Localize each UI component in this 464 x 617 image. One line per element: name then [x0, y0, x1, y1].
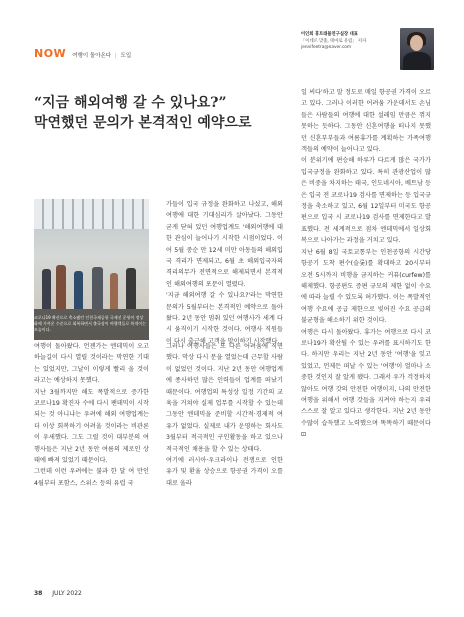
body-column-3	[301, 87, 431, 441]
author-photo	[400, 28, 434, 70]
article-title	[34, 93, 251, 133]
paragraph: 여기에 러시아·우크라이나 전쟁으로 인한 유가 및 환율 상승으로 항공권 가격이 오를 대로 올라	[166, 457, 283, 487]
paragraph: 그러나 여행사들은 또 다른 어려움에 직면했다. 막상 다시 문을 열었는데 근무할 사람이 없었던 것이다. 지난 2년 동안 여행업계에 종사하던 많은 인력들이 업계를 떠났기 때문이다. 여행업의 특성상 일정 기간의 교육을 거쳐야 실제 업무를 시작할 수 있는데 그동안 엔데믹을 준비할 시간적·경제적 여유가 없었다. 실제로 내가 운영하는 회사도 3월부터 적극적인 구인활동을 하고 있으나 적극적인 채용을 할 수 있는 상태다.	[166, 343, 283, 453]
section-header	[34, 47, 131, 60]
title-line-1: “지금 해외여행 갈 수 있나요?”	[34, 95, 227, 111]
paragraph: 이 분위기에 편승해 하루가 다르게 많은 국가가 입국규정을 완화하고 있다. 특히 관광산업이 많은 비중을 차지하는 태국, 인도네시아, 베트남 등은 입국 전 코로나19 검사를 면제하는 등 입국규정을 축소하고 있고, 6월 12일부터 미국도 항공편으로 입국 시 코로나19 검사를 면제한다고 발표했다. 전 세계적으로 점차 엔데믹에서 일상회복으로 나아가는 과정을 거치고 있다.	[301, 157, 431, 245]
author-info	[301, 32, 366, 52]
body-column-2	[166, 199, 283, 347]
paragraph: 일 씨다'하고 말 정도로 매일 항공권 가격이 오르고 있다. 그러나 이러한 어려움 가운데서도 손님들은 사람들의 여행에 대한 설레임 만큼은 꺾지 못하는 듯하다. 그동안 신혼여행을 떠나지 못했던 신혼부부들과 여름휴가를 계획하는 가족여행객들의 예약이 늘어나고 있다.	[301, 89, 431, 154]
paragraph: 여행이 돌아왔다. 언젠가는 엔데믹이 오고 하늘길이 다시 열릴 것이라는 막연한 기대는 있었지만, 그날이 이렇게 빨리 올 것이라고는 예상하지 못했다.	[34, 343, 149, 385]
paragraph: '지금 해외여행 갈 수 있나요?'라는 막연한 문의가 5월부터는 본격적인 예약으로 돌아왔다. 2년 동안 멈춰 있던 여행사가 세계 다시 움직이기 시작한 것이다. 여행사 직원들이 다시 출근해 고객을 맞이하기 시작했다.	[166, 292, 283, 345]
author-credit: 「이데르 맞춤, 테마로 유럽」 저자	[301, 38, 367, 44]
author-email: jennifeetra@naver.com	[301, 45, 352, 50]
paragraph: 지난 3월까지만 해도 폭발적으로 증가한 코로나19 확진자 수에 다시 팬데믹이 시작되는 것 아니냐는 우려에 해외 여행업계는 더 이상 회복하기 어려울 것이라는 비관론이 우세했다. 그도 그럴 것이 대부분의 여행사들은 지난 2년 동안 여름의 제로인 상태에 빠져 있었기 때문이다.	[34, 388, 149, 465]
title-line-2: 막연했던 문의가 본격적인 예약으로	[34, 115, 252, 131]
section-subtitle	[72, 51, 131, 59]
separator: |	[114, 53, 117, 59]
paragraph: 가들이 입국 규정을 완화하고 나섰고, 해외여행에 대한 기대심리가 살아났다. 그동안 굳게 닫혀 있던 여행업계도 '해외여행에 대한 관심이 늘어나기 시작한 시점이었다. 이어 5월 중순 만 12세 미만 아동들의 해외입국 격리가 면제되고, 6월 초 해외입국자의 격리의무가 전면적으로 해제되면서 본격적인 해외여행의 포문이 열렸다.	[166, 201, 283, 288]
section-tag: 도입	[120, 53, 132, 59]
page-number: 38	[34, 590, 43, 597]
body-column-1	[34, 341, 149, 489]
body-column-2-lower	[166, 341, 283, 489]
paragraph: 그런데 이런 우려에는 불과 한 달 여 만인 4월부터 포함스, 스위스 등의 유럽 국	[34, 468, 149, 487]
author-name: 이인희 휴트래블연구실장 대표	[301, 32, 358, 37]
issue-date: JULY 2022	[52, 590, 82, 597]
paragraph: 지난 6월 8일 국토교통부는 인천공항의 시간당 항공기 도착 편수(슬롯)를 확대하고 20시부터 오전 5시까지 비행을 금지하는 커퓨(curfew)를 해제했다. 항공편도 증편 규모의 제한 없이 수요에 따라 늘릴 수 있도록 허가했다. 이는 폭발적인 여행 수요에 공급 제한으로 빚어진 수요 공급의 불균형을 해소하기 위한 것이다.	[301, 248, 431, 325]
page-footer	[34, 590, 82, 597]
section-name: NOW	[34, 47, 67, 60]
paragraph: 여행은 다시 돌아왔다. 휴가는 여행으로 다시 코로나19가 확산될 수 있는 우려를 표시하기도 한다. 하지만 우리는 지난 2년 동안 '여행'을 잊고 있었고, 언제든 떠날 수 있는 '여행'이 얼마나 소중한 것인지 잘 알게 됐다. 그래서 우가 걱정하지 않아도 여행 갓의 안전한 여행이지, 나의 안전한 여행을 위해서 여행 갓들을 지켜야 하는지 우리 스스로 잘 알고 있다고 생각한다. 지난 2년 동안 수많이 습득했고 노력했으며 똑똑하기 때문이다 ⊡	[301, 328, 431, 439]
subsection-label: 여행이 돌아온다	[72, 53, 112, 59]
photo-caption: 코로나19 확산으로 축소됐던 인천국제공항 국제선 운항이 정상화에 가까운 수준으로 회복하면서 출국장이 여행객들로 북적이는 모습이다.	[34, 315, 146, 332]
